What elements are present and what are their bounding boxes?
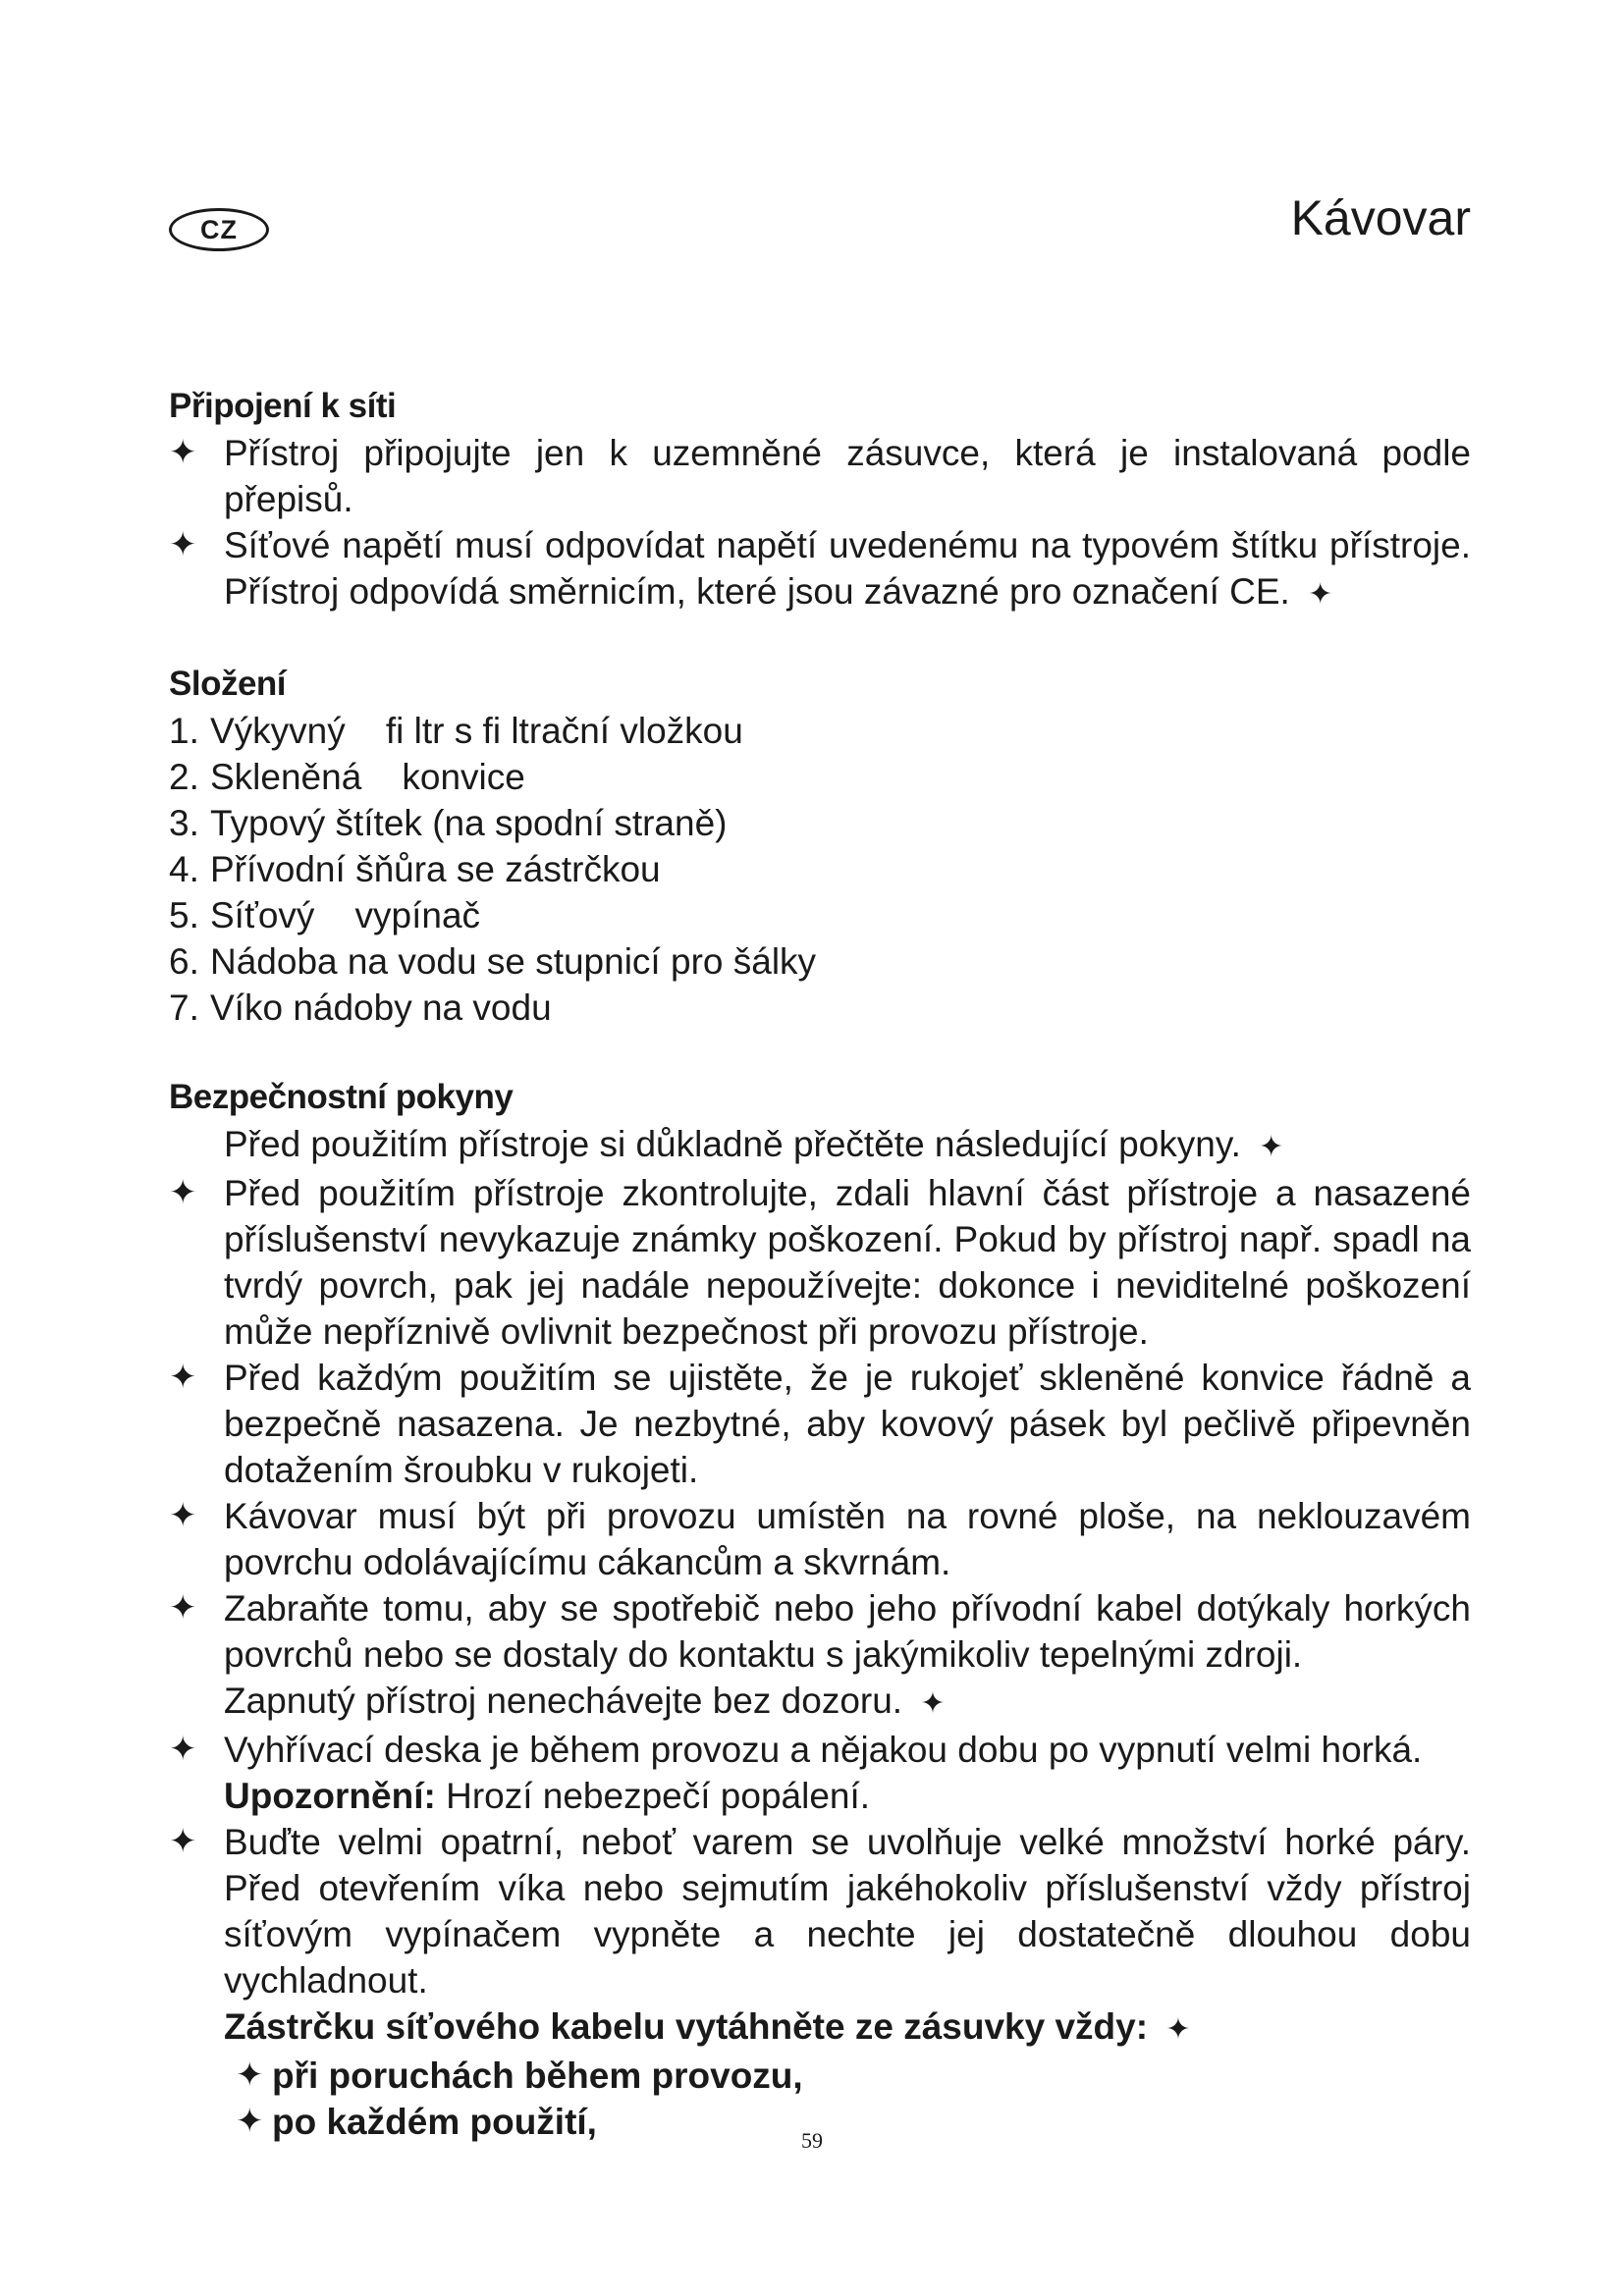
list-item-text: Výkyvný fi ltr s fi ltrační vložkou — [210, 711, 743, 751]
list-item — [169, 1355, 1471, 1493]
list-item — [169, 1585, 1471, 1727]
star-bullet-icon: ✦ — [236, 2103, 264, 2140]
list-item-text: Kávovar musí být při provozu umístěn na rovné ploše, na neklouzavém povrchu odolávajícímu cákancům a skvrnám. — [224, 1496, 1471, 1582]
item-number: 2. — [169, 757, 199, 797]
language-badge: CZ — [169, 208, 269, 251]
list-item-text: při poruchách během provozu, — [272, 2056, 803, 2096]
item-number: 1. — [169, 711, 199, 751]
list-item-text: Před každým použitím se ujistěte, že je rukojeť skleněné konvice řádně a bezpečně nasazena. Je nezbytné, aby kovový pásek byl pečlivě připevněn dotažením šroubku v rukojeti. — [224, 1358, 1471, 1490]
star-bullet-icon: ✦ — [169, 1359, 197, 1396]
list-item-text: Nádoba na vodu se stupnicí pro šálky — [210, 941, 817, 982]
list-item-text: Vyhřívací deska je během provozu a nějakou dobu po vypnutí velmi horká. — [224, 1730, 1423, 1770]
list-item — [169, 2053, 1471, 2099]
star-bullet-icon: ✦ — [169, 434, 197, 471]
list-item — [169, 1819, 1471, 2003]
list-item — [169, 846, 1471, 892]
star-bullet-icon: ✦ — [169, 1731, 197, 1768]
page-title: Kávovar — [1290, 190, 1471, 245]
list-item — [169, 938, 1471, 985]
star-bullet-icon: ✦ — [169, 1497, 197, 1534]
page-number: 59 — [801, 2128, 823, 2153]
star-bullet-icon: ✦ — [169, 1174, 197, 1211]
list-item — [169, 754, 1471, 800]
numbered-list — [169, 708, 1471, 1031]
unplug-heading: Zástrčku síťového kabelu vytáhněte ze zásuvky vždy: — [224, 2006, 1149, 2047]
list-item — [169, 892, 1471, 938]
list-item-text: Typový štítek (na spodní straně) — [210, 803, 728, 843]
list-item-text: Síťový vypínač — [210, 895, 481, 935]
list-item — [169, 1493, 1471, 1585]
section-heading: Bezpečnostní pokyny — [169, 1078, 514, 1116]
section-connection — [169, 385, 1471, 617]
list-item-text: Před použitím přístroje si důkladně přečtěte následující pokyny. — [224, 1124, 1241, 1164]
item-number: 7. — [169, 988, 199, 1028]
star-bullet-icon: ✦ — [169, 1589, 197, 1627]
section-heading: Složení — [169, 665, 287, 703]
star-bullet-icon: ✦ — [169, 1823, 197, 1860]
star-bullet-icon: ✦ — [169, 526, 197, 563]
list-item-text: Zabraňte tomu, aby se spotřebič nebo jeho přívodní kabel dotýkaly horkých povrchů nebo se dostaly do kontaktu s jakýmikoliv tepelnými zdroji. — [224, 1588, 1471, 1675]
star-bullet-icon: ✦ — [1308, 578, 1333, 611]
item-number: 4. — [169, 849, 199, 889]
list-item-text: Před použitím přístroje zkontrolujte, zdali hlavní část přístroje a nasazené příslušenství nevykazuje známky poškození. Pokud by přístroj např. spadl na tvrdý povrch, pak jej nadále nepoužívejte: dokonce i neviditelné poškození může nepříznivě ovlivnit bezpečnost při provozu přístroje. — [224, 1173, 1471, 1352]
item-number: 3. — [169, 803, 199, 843]
list-item-text: Přístroj připojujte jen k uzemněné zásuvce, která je instalovaná podle přepisů. — [224, 433, 1471, 519]
list-item-text: Víko nádoby na vodu — [210, 988, 552, 1028]
list-item-text: po každém použití, — [272, 2102, 597, 2142]
list-item — [169, 522, 1471, 617]
warning-text: Hrozí nebezpečí popálení. — [435, 1776, 871, 1816]
list-item-text: Skleněná konvice — [210, 757, 525, 797]
star-bullet-icon: ✦ — [236, 2056, 264, 2094]
list-item — [169, 1121, 1471, 1170]
list-item — [169, 708, 1471, 754]
section-safety — [169, 1076, 1471, 2145]
section-composition — [169, 663, 1471, 1031]
star-bullet-icon: ✦ — [1259, 1131, 1284, 1163]
list-item — [169, 430, 1471, 522]
list-item-text: Zapnutý přístroj nenechávejte bez dozoru. — [224, 1681, 903, 1721]
list-item — [169, 2003, 1471, 2053]
list-item-text: Síťové napětí musí odpovídat napětí uvedenému na typovém štítku přístroje. Přístroj odpovídá směrnicím, které jsou závazné pro označení CE. — [224, 525, 1471, 612]
list-item — [169, 800, 1471, 846]
star-bullet-icon: ✦ — [1165, 2013, 1191, 2046]
page-header — [169, 188, 1471, 267]
bullet-list — [169, 1121, 1471, 2145]
item-number: 6. — [169, 941, 199, 982]
bullet-list — [169, 430, 1471, 617]
section-heading: Připojení k síti — [169, 387, 397, 425]
list-item-text: Přívodní šňůra se zástrčkou — [210, 849, 661, 889]
item-number: 5. — [169, 895, 199, 935]
list-item — [169, 1170, 1471, 1355]
list-item-text: Buďte velmi opatrní, neboť varem se uvolňuje velké množství horké páry. Před otevřením víka nebo sejmutím jakéhokoliv příslušenství vždy přístroj síťovým vypínačem vypněte a nechte jej dostatečně dlouhou dobu vychladnout. — [224, 1822, 1471, 2001]
list-item — [169, 1727, 1471, 1819]
list-item — [169, 985, 1471, 1031]
star-bullet-icon: ✦ — [920, 1687, 946, 1720]
warning-label: Upozornění: — [224, 1776, 436, 1816]
document-body — [169, 385, 1471, 2190]
